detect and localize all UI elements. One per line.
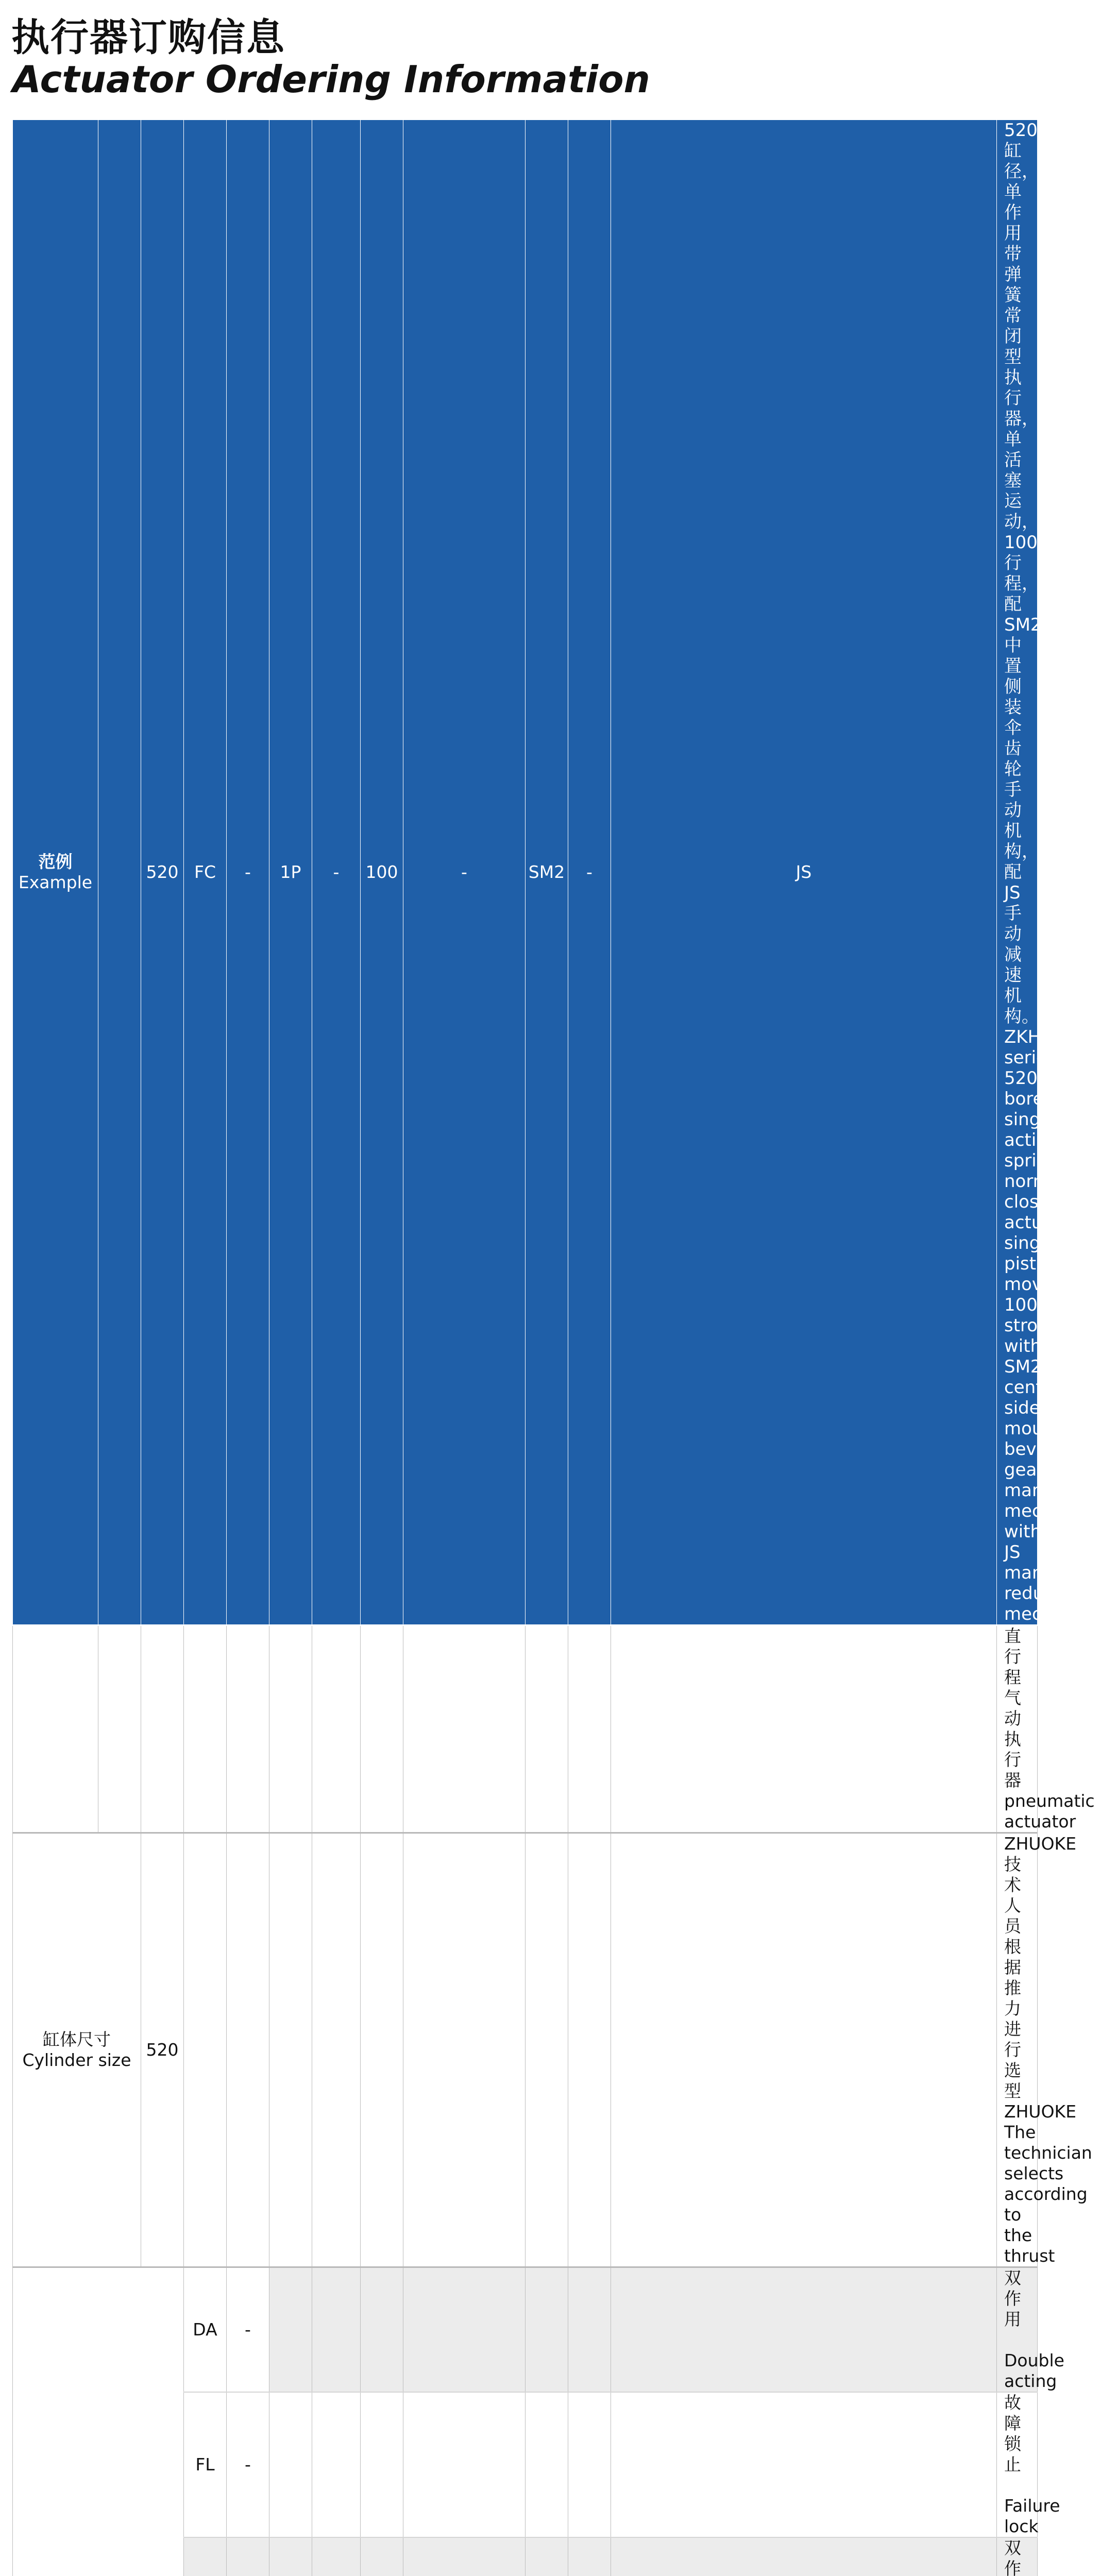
action-row (13, 2267, 1038, 2393)
action-dash: - (227, 2392, 269, 2537)
example-code: - (312, 120, 361, 1625)
action-code: DA (184, 2267, 227, 2393)
action-dash (227, 2537, 269, 2576)
example-code: 520 (141, 120, 184, 1625)
linear-description (997, 1625, 1038, 1833)
example-code: 100 (361, 120, 403, 1625)
action-code (184, 2537, 227, 2576)
example-code: SM2 (526, 120, 568, 1625)
example-label-zh: 范例 (14, 852, 97, 872)
cylinder-label-zh: 缸体尺寸 (14, 2029, 140, 2050)
linear-desc-en: pneumatic actuator (1004, 1791, 1033, 1832)
example-row (13, 120, 1038, 1625)
linear-desc-zh: 直行程气动执行器 (1004, 1626, 1033, 1791)
example-blank (98, 120, 141, 1625)
action-description: 双作 (997, 2537, 1038, 2576)
example-label (13, 120, 98, 1625)
page-title-zh: 执行器订购信息 (11, 7, 285, 62)
cylinder-row (13, 1833, 1038, 2267)
action-label (13, 2267, 184, 2576)
linear-row (13, 1625, 1038, 1833)
example-code: - (403, 120, 526, 1625)
cylinder-code: 520 (141, 1833, 184, 2267)
example-code: 1P (269, 120, 312, 1625)
cylinder-label (13, 1833, 141, 2267)
ordering-table (12, 120, 1038, 2576)
action-description: 故障锁止Failure lock (997, 2392, 1038, 2537)
cylinder-label-en: Cylinder size (14, 2050, 140, 2071)
action-dash: - (227, 2267, 269, 2393)
action-code: FL (184, 2392, 227, 2537)
example-label-en: Example (14, 872, 97, 893)
page-title-en: Actuator Ordering Information (12, 58, 650, 101)
example-code: JS (611, 120, 997, 1625)
example-code: - (568, 120, 611, 1625)
example-code: FC (184, 120, 227, 1625)
example-code: - (227, 120, 269, 1625)
action-description: 双作用Double acting (997, 2267, 1038, 2393)
cylinder-description: ZHUOKE 技术人员根据推力进行选型 ZHUOKE The technician selects according to the thrust (997, 1833, 1038, 2267)
example-description: 520mm 缸径，单作用带弹簧常闭型执行器，单活塞运动，100mm 行程，配 SM2 中置侧装伞齿轮手动机构，配 JS 手动减速机构。ZKH series, 520mm bore, single-acting spring normally closed actuator, single piston movement, 100mm stroke, with SM2 center side mounted bevel gear manual mechanism, with JS manual reduction mechanism. (997, 120, 1038, 1625)
